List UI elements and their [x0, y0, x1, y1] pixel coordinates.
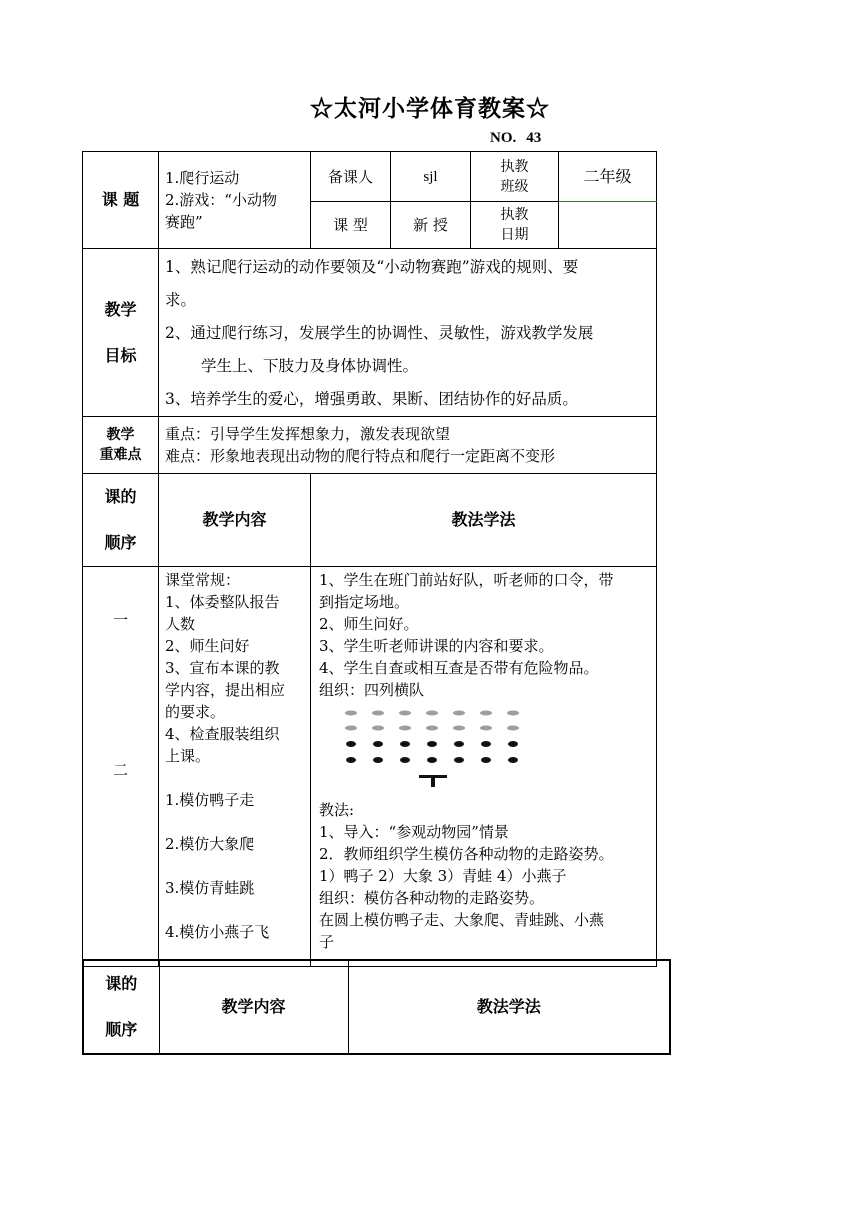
method-line: 4、学生自查或相互查是否带有危险物品。 [319, 659, 599, 677]
method-line: 组织：四列横队 [319, 681, 425, 699]
method-line: 1、导入：“参观动物园”情景 [319, 823, 509, 841]
content-line: 2、师生问好 [165, 637, 250, 655]
key-point: 重点：引导学生发挥想象力，激发表现欲望 [165, 425, 451, 443]
method-line: 到指定场地。 [319, 593, 410, 611]
content-line: 课堂常规： [165, 571, 241, 589]
content-header: 教学内容 [159, 474, 311, 567]
method-line: 在圆上模仿鸭子走、大象爬、青蛙跳、小燕 [319, 911, 605, 929]
lesson-plan-table [82, 151, 657, 967]
type-label: 课 型 [311, 202, 391, 249]
objective-line: 求。 [165, 291, 197, 309]
objective-line: 学生上、下肢力及身体协调性。 [201, 357, 419, 375]
objectives-text [159, 249, 657, 417]
content-line: 上课。 [165, 747, 211, 765]
section-one: 一 [112, 611, 128, 629]
method-line: 1）鸭子 2）大象 3）青蛙 4）小燕子 [319, 867, 567, 885]
objectives-label-line: 教学 [104, 299, 137, 319]
row-3 [346, 741, 518, 747]
sequence-label-line: 顺序 [104, 533, 137, 552]
document-number-label: NO. [490, 130, 517, 146]
content-spacer [165, 899, 304, 921]
content-line: 2.模仿大象爬 [165, 835, 255, 853]
hard-point: 难点：形象地表现出动物的爬行特点和爬行一定距离不变形 [165, 447, 556, 465]
objectives-label [83, 249, 159, 417]
class-label-line: 执教 [500, 158, 529, 175]
teacher-marker [419, 775, 447, 787]
row-2 [345, 726, 519, 731]
method-line: 1、学生在班门前站好队，听老师的口令，带 [319, 571, 614, 589]
difficulty-label-line: 教学 [106, 427, 135, 443]
four-row-formation-figure [341, 707, 541, 789]
objective-line: 3、培养学生的爱心，增强勇敢、果断、团结协作的好品质。 [165, 390, 578, 408]
document-number-value: 43 [526, 130, 542, 146]
method-header: 教法学法 [311, 474, 657, 567]
sequence-label-2-line: 顺序 [105, 1020, 138, 1039]
type-value: 新 授 [391, 202, 471, 249]
class-value: 二年级 [559, 152, 657, 202]
content-line: 的要求。 [165, 703, 226, 721]
page-title: ☆太河小学体育教案☆ [310, 95, 550, 122]
class-label [471, 152, 559, 202]
topic-line: 1.爬行运动 [165, 169, 240, 187]
content-line: 3.模仿青蛙跳 [165, 879, 255, 897]
sequence-label-2 [83, 960, 159, 1054]
objective-line: 2、通过爬行练习，发展学生的协调性、灵敏性，游戏教学发展 [165, 324, 594, 342]
difficulty-label-line: 重难点 [99, 447, 142, 463]
topic-label: 课 题 [83, 152, 159, 249]
method-line: 教法: [319, 801, 355, 819]
sequence-label-2-line: 课的 [105, 974, 138, 993]
sequence-header-table-2 [82, 959, 671, 1055]
difficulty-text [159, 417, 657, 474]
method-header-2: 教法学法 [348, 960, 670, 1054]
date-label [471, 202, 559, 249]
method-line: 3、学生听老师讲课的内容和要求。 [319, 637, 554, 655]
content-line: 3、宣布本课的教 [165, 659, 280, 677]
method-line: 组织：模仿各种动物的走路姿势。 [319, 889, 545, 907]
preparer-label: 备课人 [311, 152, 391, 202]
preparer-value: sjl [391, 152, 471, 202]
section-two: 二 [112, 761, 128, 779]
class-label-line: 班级 [500, 178, 529, 195]
formation-diagram [341, 707, 650, 795]
content-line: 学内容，提出相应 [165, 681, 286, 699]
difficulty-label [83, 417, 159, 474]
content-line: 人数 [165, 615, 196, 633]
row-1 [345, 711, 519, 716]
content-line: 1.模仿鸭子走 [165, 791, 255, 809]
date-label-line: 执教 [500, 207, 529, 223]
content-line: 1、体委整队报告 [165, 593, 280, 611]
row-4 [346, 757, 518, 763]
content-line: 4.模仿小燕子飞 [165, 923, 270, 941]
method-line: 子 [319, 933, 335, 951]
content-spacer [165, 855, 304, 877]
content-spacer [165, 811, 304, 833]
objectives-label-line: 目标 [104, 345, 137, 365]
method-cell [311, 567, 657, 967]
topic-line: 2.游戏：“小动物 [165, 191, 277, 209]
content-header-2: 教学内容 [159, 960, 348, 1054]
sequence-label-line: 课的 [104, 487, 137, 506]
content-line: 4、检查服装组织 [165, 725, 280, 743]
date-value [559, 202, 657, 249]
date-label-line: 日期 [500, 227, 529, 243]
content-spacer [165, 767, 304, 789]
sequence-label [83, 474, 159, 567]
method-line: 2、师生问好。 [319, 615, 419, 633]
objective-line: 1、熟记爬行运动的动作要领及“小动物赛跑”游戏的规则、要 [165, 258, 579, 276]
content-cell [159, 567, 311, 967]
section-markers [83, 567, 159, 967]
document-number [490, 130, 541, 147]
topic-value [159, 152, 311, 249]
topic-line: 赛跑” [165, 213, 203, 231]
method-line: 2．教师组织学生模仿各种动物的走路姿势。 [319, 845, 614, 863]
